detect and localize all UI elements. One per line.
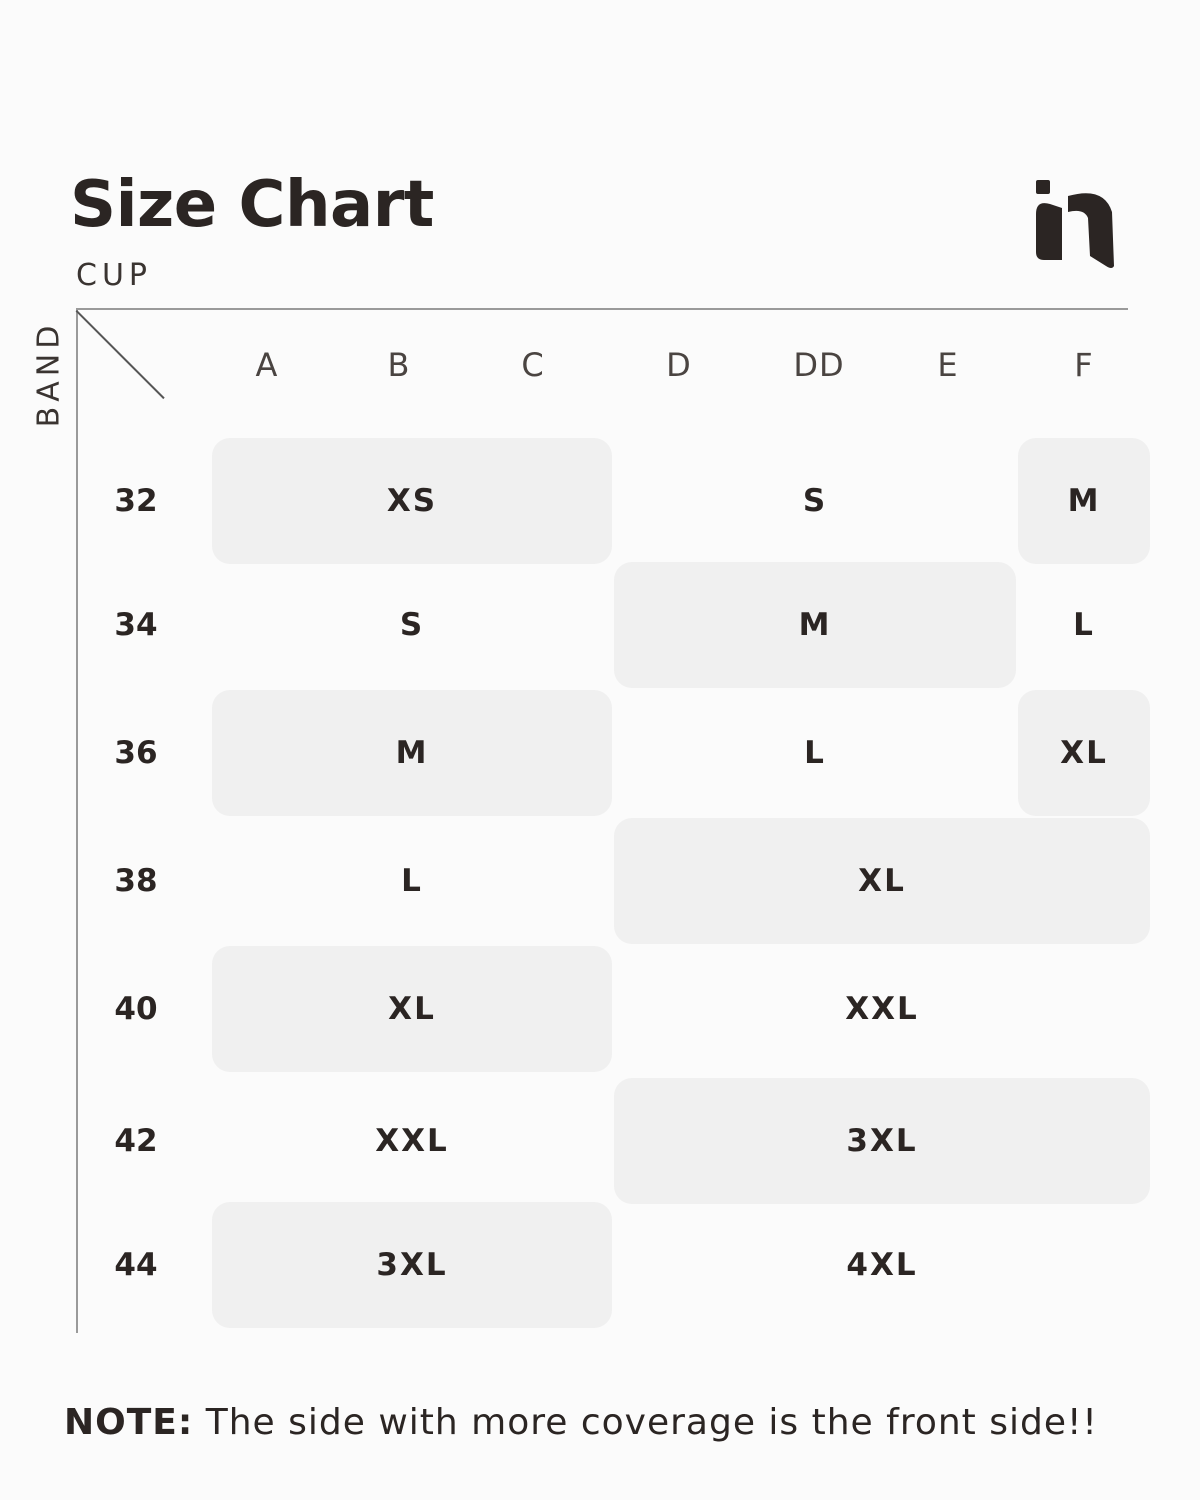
band-value: 40 [114,991,158,1027]
size-cell: 3XL [212,1202,612,1328]
band-value: 32 [114,483,158,519]
cup-header: B [387,346,411,384]
footer-note [64,1402,1098,1443]
header-divider [76,308,1128,310]
size-cell: S [399,607,425,643]
size-cell: XL [1018,690,1150,816]
size-cell: M [1018,438,1150,564]
brand-logo-icon [1034,178,1118,272]
cup-header: E [937,346,959,384]
size-cell: XXL [375,1123,449,1159]
band-value: 38 [114,863,158,899]
band-value: 42 [114,1123,158,1159]
cup-axis-label: CUP [76,258,152,293]
note-text: The side with more coverage is the front side!! [193,1402,1098,1443]
band-value: 36 [114,735,158,771]
cup-header: F [1074,346,1094,384]
band-axis-label: BAND [31,320,67,428]
note-label: NOTE: [64,1402,194,1443]
size-cell: L [401,863,423,899]
size-cell: 3XL [614,1078,1150,1204]
band-value: 44 [114,1247,158,1283]
size-cell: 4XL [846,1247,918,1283]
cup-header: A [255,346,279,384]
page-title: Size Chart [70,168,434,242]
cup-header: DD [793,346,845,384]
size-cell: S [802,483,828,519]
size-cell: XXL [845,991,919,1027]
size-cell: XS [212,438,612,564]
size-cell: L [1073,607,1095,643]
band-value: 34 [114,607,158,643]
cup-header: D [666,346,692,384]
size-cell: XL [614,818,1150,944]
size-cell: M [614,562,1016,688]
cup-header: C [521,346,545,384]
size-cell: L [804,735,826,771]
size-cell: M [212,690,612,816]
size-cell: XL [212,946,612,1072]
corner-diagonal [76,310,165,399]
band-divider [76,308,78,1333]
